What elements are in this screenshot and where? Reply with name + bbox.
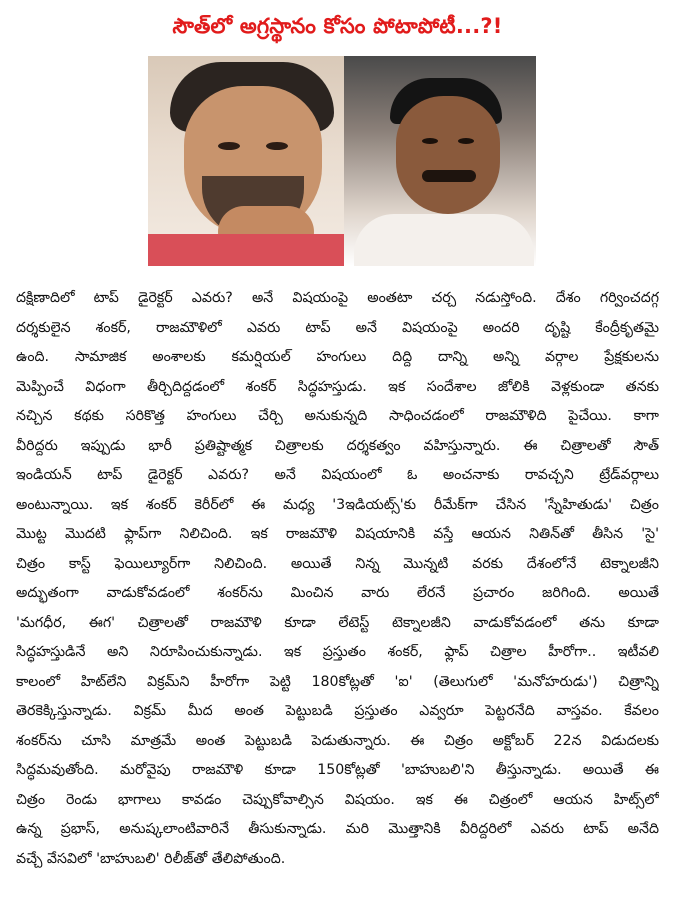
- body-line: నచ్చిన కథకు సరికొత్త హంగులు చేర్చి అనుకున్నది సాధించడంలో రాజమౌళిది పైచేయి. కాగా: [16, 408, 659, 424]
- photo-shankar: [344, 56, 536, 266]
- body-line: చిత్రం రెండు భాగాలు కావడం చెప్పుకోవాల్సిన విషయం. ఇక ఈ చిత్రంలో ఆయన హిట్స్‌లో: [16, 791, 659, 808]
- photo-rajamouli: [148, 56, 358, 266]
- body-line: కాలంలో హిట్‌లేని విక్రమ్‌ని హీరోగా పెట్టి 180కోట్లతో 'ఐ' (తెలుగులో 'మనోహరుడు') చిత్రాన్ని: [16, 673, 659, 690]
- body-line: మొట్ట మొదటి ఫ్లాప్‌గా నిలిచింది. ఇక రాజమౌళి విషయానికి వస్తే ఆయన నితిన్‌తో తీసిన 'సై': [16, 526, 659, 542]
- article-headline: సౌత్‌లో అగ్రస్థానం కోసం పోటాపోటీ...?!: [172, 14, 503, 38]
- body-line: 'మగధీర, ఈగ' చిత్రాలతో రాజమౌళి కూడా లేటెస్ట్ టెక్నాలజీని వాడుకోవడంలో తను కూడా: [16, 614, 659, 631]
- body-line: వచ్చే వేసవిలో 'బాహుబలి' రిలీజ్‌తో తేలిపోతుంది.: [16, 850, 286, 867]
- body-line: ఉంది. సామాజిక అంశాలకు కమర్షియల్ హంగులు దిద్ది దాన్ని అన్ని వర్గాల ప్రేక్షకులను: [16, 349, 659, 365]
- body-line: ఉన్న ప్రభాస్, అనుష్కలాంటివారినే తీసుకున్నాడు. మరి మొత్తానికి వీరిద్దరిలో ఎవరు టాప్ అనేది: [16, 821, 659, 837]
- body-line: వీరిద్దరు ఇప్పుడు భారీ ప్రతిష్టాత్మక చిత్రాలకు దర్శకత్వం వహిస్తున్నారు. ఈ చిత్రాలతో సౌత్: [16, 437, 659, 454]
- article-body: [16, 284, 659, 874]
- body-line: అద్భుతంగా వాడుకోవడంలో శంకర్‌ను మించిన వారు లేరనే ప్రచారం జరిగింది. అయితే: [16, 585, 659, 601]
- body-line: సిద్ధమవుతోంది. మరోవైపు రాజమౌళి కూడా 150కోట్లతో 'బాహుబలి'ని తీస్తున్నాడు. అయితే ఈ: [16, 762, 659, 778]
- body-line: సిద్ధహస్తుడినే అని నిరూపించుకున్నాడు. ఇక ప్రస్తుతం శంకర్, ఫ్లాప్ చిత్రాల హీరోగా.. ఇటీవలి: [16, 644, 659, 660]
- body-line: తెరకెక్కిస్తున్నాడు. విక్రమ్ మీద అంత పెట్టుబడి ప్రస్తుతం ఎవ్వరూ పెట్టరనేది వాస్తవం. కేవలం: [16, 703, 659, 719]
- body-line: దర్శకులైన శంకర్, రాజమౌళిలో ఎవరు టాప్ అనే విషయంపై అందరి దృష్టి కేంద్రీకృతమై: [16, 319, 659, 336]
- body-line: అంటున్నాయి. ఇక శంకర్ కెరీర్‌లో ఈ మధ్య '3ఇడియట్స్'కు రీమేక్‌గా చేసిన 'స్నేహితుడు' చిత్రం: [16, 496, 659, 513]
- directors-photo: [148, 56, 536, 266]
- body-line: చిత్రం కాస్ట్ ఫెయిల్యూర్‌గా నిలిచింది. అయితే నిన్న మొన్నటి వరకు దేశంలోనే టెక్నాలజీని: [16, 555, 659, 572]
- body-line: శంకర్‌ను చూసి మాత్రమే అంత పెట్టుబడి పెడుతున్నారు. ఈ చిత్రం అక్టోబర్ 22న విడుదలకు: [16, 732, 659, 749]
- body-line: దక్షిణాదిలో టాప్ డైరెక్టర్ ఎవరు? అనే విషయంపై అంతటా చర్చ నడుస్తోంది. దేశం గర్వించదగ్గ: [16, 290, 659, 306]
- body-line: మెప్పించే విధంగా తీర్చిదిద్దడంలో శంకర్ సిద్ధహస్తుడు. ఇక సందేశాల జోలికి వెళ్లకుండా తనకు: [16, 378, 659, 395]
- body-line: ఇండియన్ టాప్ డైరెక్టర్ ఎవరు? అనే విషయంలో ఓ అంచనాకు రావచ్చని ట్రేడ్‌వర్గాలు: [16, 467, 659, 483]
